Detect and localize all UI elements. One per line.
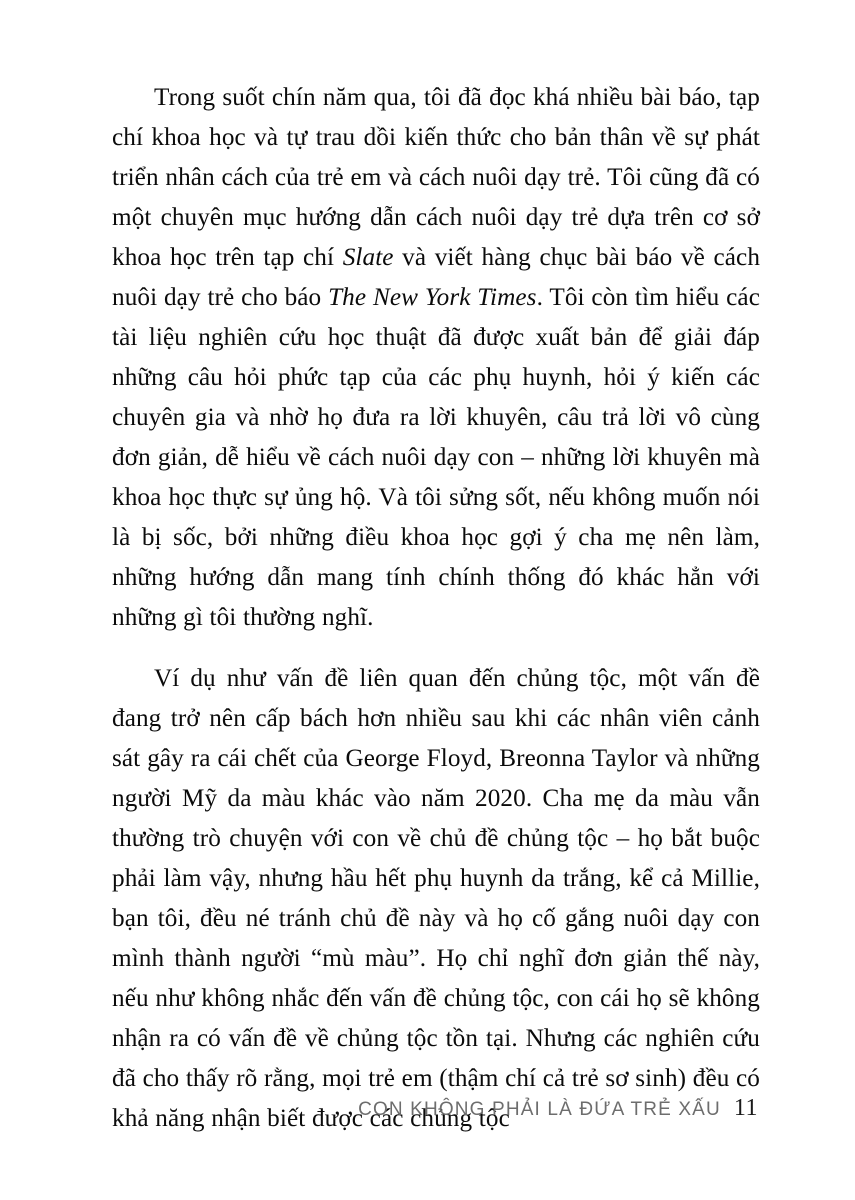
page-number: 11 — [733, 1095, 758, 1121]
page-text-block — [112, 78, 760, 1139]
italic-title: The New York Times — [328, 284, 537, 311]
body-paragraph-2: Ví dụ như vấn đề liên quan đến chủng tộc, một vấn đề đang trở nên cấp bách hơn nhiều sau khi các nhân viên cảnh sát gây ra cái chết của George Floyd, Breonna Taylor và những người Mỹ da màu khác vào năm 2020. Cha mẹ da màu vẫn thường trò chuyện với con về chủ đề chủng tộc – họ bắt buộc phải làm vậy, nhưng hầu hết phụ huynh da trắng, kể cả Millie, bạn tôi, đều né tránh chủ đề này và họ cố gắng nuôi dạy con mình thành người “mù màu”. Họ chỉ nghĩ đơn giản thế này, nếu như không nhắc đến vấn đề chủng tộc, con cái họ sẽ không nhận ra có vấn đề về chủng tộc tồn tại. Nhưng các nghiên cứu đã cho thấy rõ rằng, mọi trẻ em (thậm chí cả trẻ sơ sinh) đều có khả năng nhận biết được các chủng tộc — [112, 665, 760, 1132]
page-footer — [0, 1095, 855, 1129]
italic-title: Slate — [342, 244, 394, 271]
running-title: CON KHÔNG PHẢI LÀ ĐỨA TRẺ XẤU — [358, 1099, 721, 1120]
body-paragraph-1: Trong suốt chín năm qua, tôi đã đọc khá nhiều bài báo, tạp chí khoa học và tự trau dồi kiến thức cho bản thân về sự phát triển nhân cách của trẻ em và cách nuôi dạy trẻ. Tôi cũng đã có một chuyên mục hướng dẫn cách nuôi dạy trẻ dựa trên cơ sở khoa học trên tạp chí Slate và viết hàng chục bài báo về cách nuôi dạy trẻ cho báo The New York Times. Tôi còn tìm hiểu các tài liệu nghiên cứu học thuật đã được xuất bản để giải đáp những câu hỏi phức tạp của các phụ huynh, hỏi ý kiến các chuyên gia và nhờ họ đưa ra lời khuyên, câu trả lời vô cùng đơn giản, dễ hiểu về cách nuôi dạy con – những lời khuyên mà khoa học thực sự ủng hộ. Và tôi sửng sốt, nếu không muốn nói là bị sốc, bởi những điều khoa học gợi ý cha mẹ nên làm, những hướng dẫn mang tính chính thống đó khác hẳn với những gì tôi thường nghĩ. — [112, 84, 761, 631]
